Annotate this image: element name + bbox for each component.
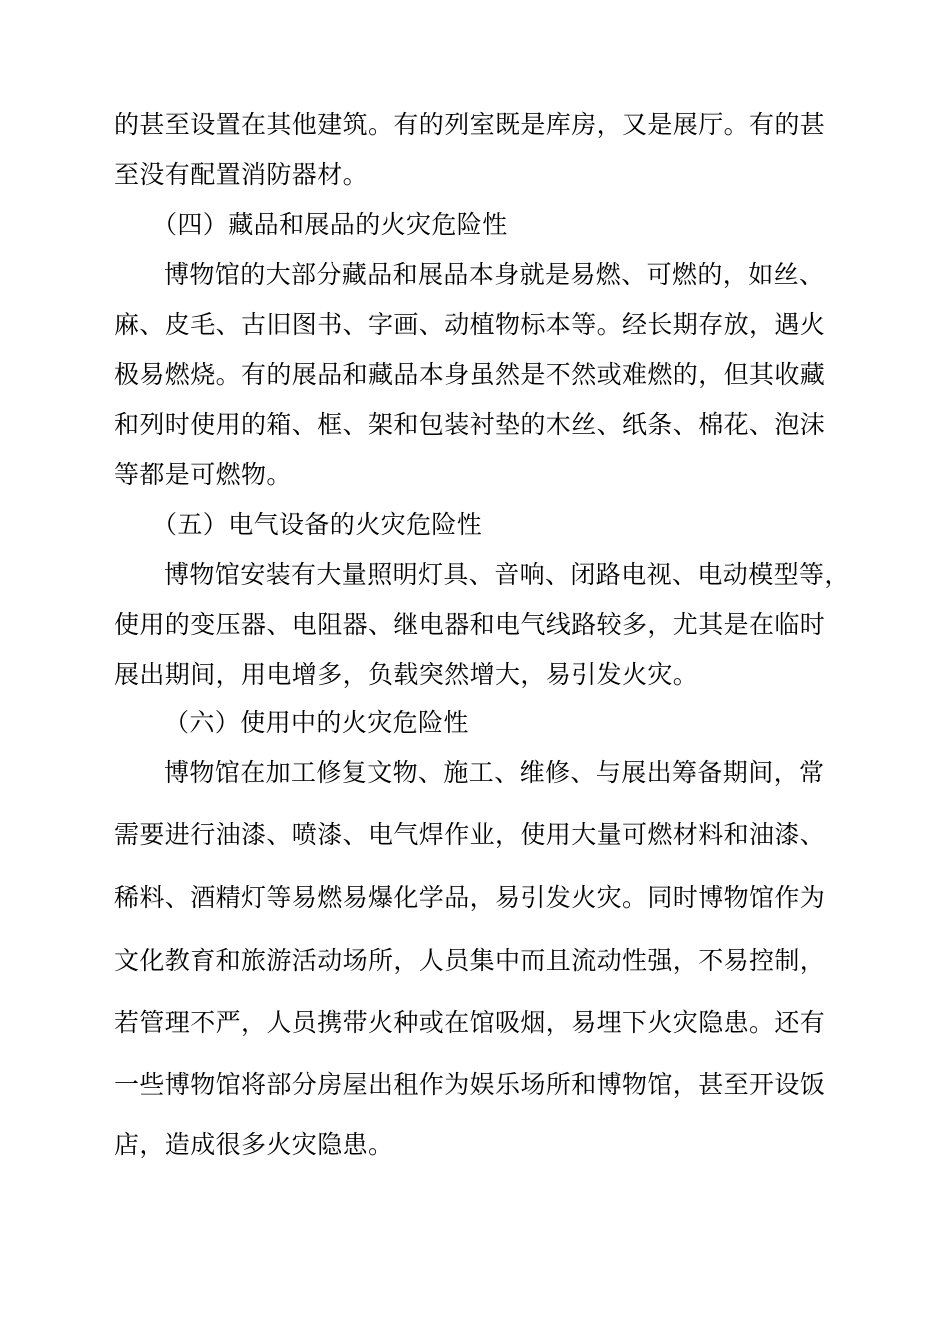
- paragraph-line: 需要进行油漆、喷漆、电气焊作业，使用大量可燃材料和油漆、: [114, 820, 826, 849]
- paragraph-line: 和列时使用的箱、框、架和包装衬垫的木丝、纸条、棉花、泡沫: [114, 410, 826, 439]
- paragraph-line: 文化教育和旅游活动场所，人员集中而且流动性强，不易控制，: [114, 946, 826, 975]
- paragraph-line: 博物馆安装有大量照明灯具、音响、闭路电视、电动模型等，: [164, 560, 850, 589]
- paragraph-line: 等都是可燃物。: [114, 460, 292, 489]
- paragraph-line: 一些博物馆将部分房屋出租作为娱乐场所和博物馆，甚至开设饭: [114, 1070, 826, 1099]
- paragraph-line: 使用的变压器、电阻器、继电器和电气线路较多，尤其是在临时: [114, 610, 826, 639]
- paragraph-line: 博物馆在加工修复文物、施工、维修、与展出筹备期间，常: [164, 758, 825, 787]
- section-heading: （六）使用中的火灾危险性: [164, 708, 469, 737]
- paragraph-line: 的甚至设置在其他建筑。有的列室既是库房，又是展厅。有的甚: [114, 110, 826, 139]
- paragraph-line: 博物馆的大部分藏品和展品本身就是易燃、可燃的，如丝、: [164, 260, 825, 289]
- paragraph-line: 展出期间，用电增多，负载突然增大，易引发火灾。: [114, 660, 699, 689]
- paragraph-line: 稀料、酒精灯等易燃易爆化学品，易引发火灾。同时博物馆作为: [114, 883, 826, 912]
- section-heading: （四）藏品和展品的火灾危险性: [152, 210, 508, 239]
- paragraph-line: 店，造成很多火灾隐患。: [114, 1130, 394, 1159]
- section-heading: （五）电气设备的火灾危险性: [152, 510, 483, 539]
- paragraph-line: 至没有配置消防器材。: [114, 160, 369, 189]
- paragraph-line: 极易燃烧。有的展品和藏品本身虽然是不然或难燃的，但其收藏: [114, 360, 826, 389]
- paragraph-line: 若管理不严，人员携带火种或在馆吸烟，易埋下火灾隐患。还有: [114, 1008, 826, 1037]
- paragraph-line: 麻、皮毛、古旧图书、字画、动植物标本等。经长期存放，遇火: [114, 310, 826, 339]
